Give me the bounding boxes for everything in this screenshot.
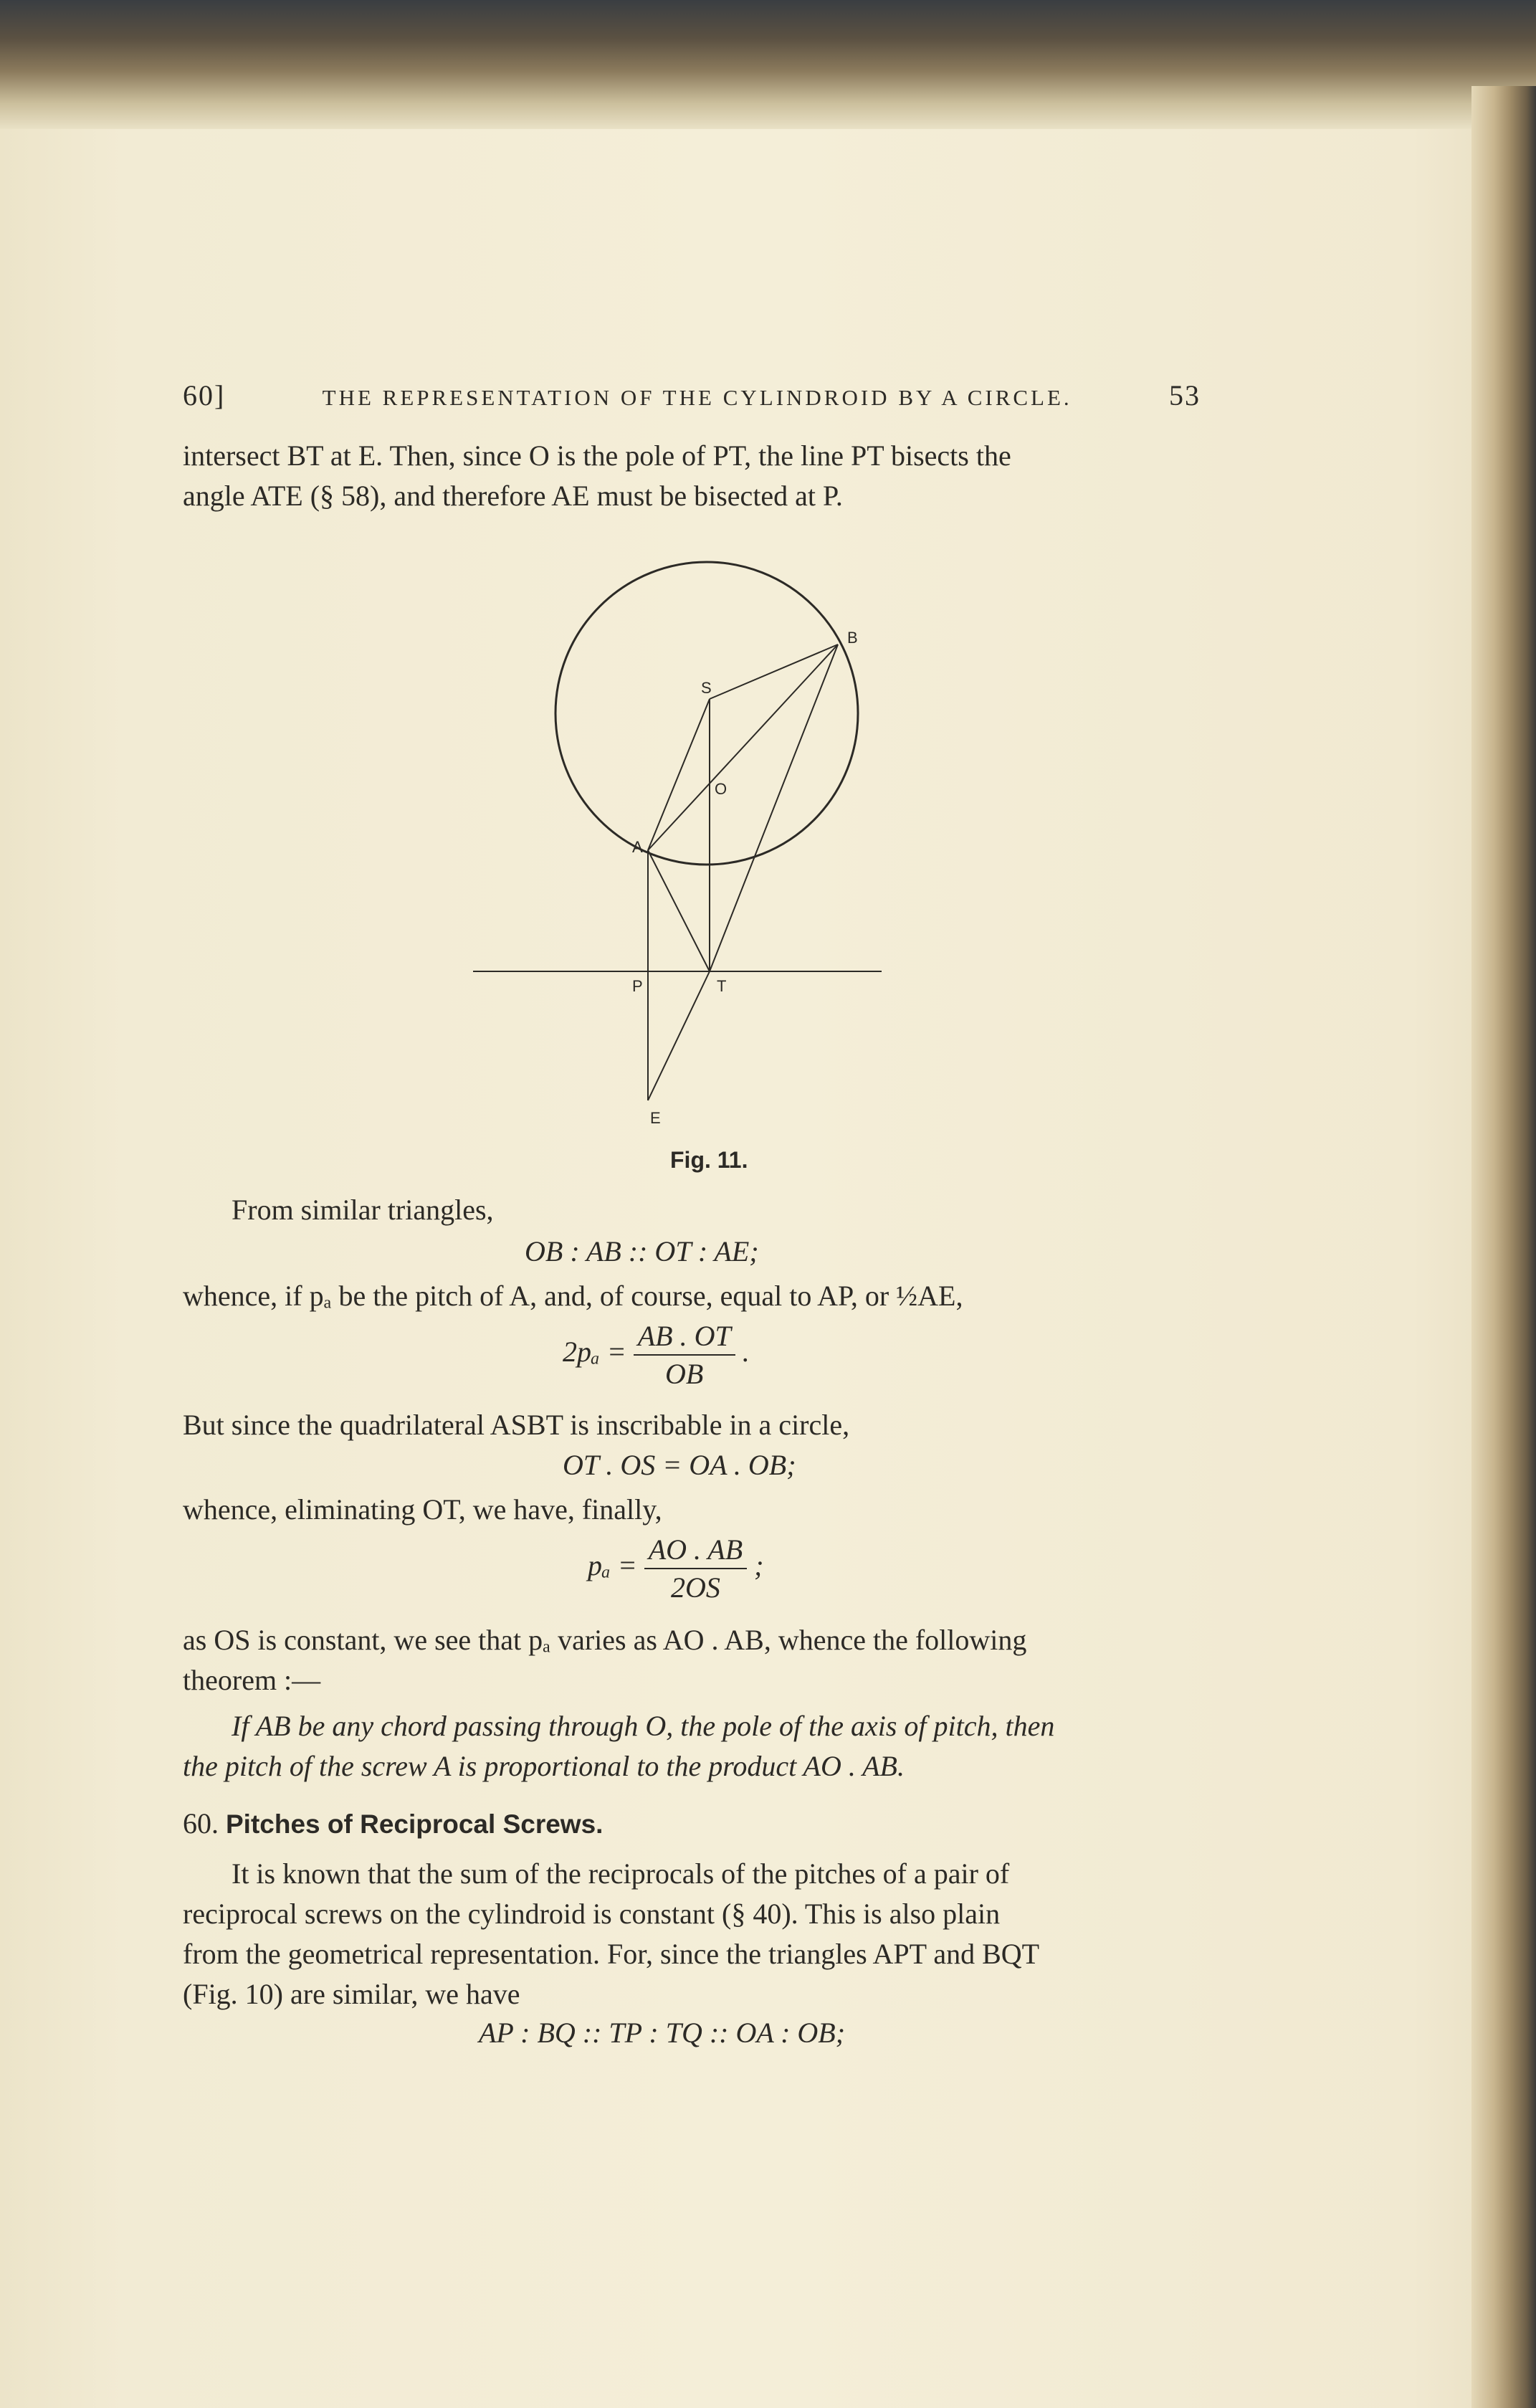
- equation-1: OB : AB :: OT : AE;: [525, 1235, 759, 1267]
- section-line-1: It is known that the sum of the reciprocals of the pitches of a pair of: [232, 1857, 1010, 1890]
- page-number: 53: [1169, 379, 1201, 411]
- equation-2-fraction: [634, 1319, 735, 1391]
- theorem-line-1: If AB be any chord passing through O, the pole of the axis of pitch, then: [232, 1710, 1055, 1742]
- equation-4-denominator: 2OS: [670, 1571, 720, 1604]
- whence-line-1: whence, if pₐ be the pitch of A, and, of course, equal to AP, or ½AE,: [183, 1280, 963, 1312]
- equation-4-numerator: AO . AB: [644, 1533, 747, 1569]
- theorem-line-2: the pitch of the screw A is proportional to the product AO . AB.: [183, 1750, 905, 1782]
- figure-caption: Fig. 11.: [670, 1147, 748, 1173]
- intro-line-2: angle ATE (§ 58), and therefore AE must be bisected at P.: [183, 480, 843, 512]
- as-paragraph: [183, 1620, 1026, 1700]
- fig-line-BT: [710, 644, 838, 971]
- similar-text: From similar triangles,: [232, 1194, 494, 1226]
- equation-4-end: ;: [754, 1549, 764, 1582]
- running-header: [183, 379, 1201, 412]
- theorem: [183, 1706, 1054, 1786]
- section-equation: AP : BQ :: TP : TQ :: OA : OB;: [479, 2017, 846, 2049]
- fig-label-B: B: [847, 629, 858, 647]
- equation-3: OT . OS = OA . OB;: [563, 1449, 796, 1481]
- figure-11-diagram: [473, 541, 903, 1136]
- since-line: But since the quadrilateral ASBT is inscribable in a circle,: [183, 1409, 850, 1441]
- fig-line-AT: [648, 850, 710, 971]
- section-60-heading: [183, 1807, 603, 1840]
- equation-4-fraction: [644, 1533, 747, 1604]
- fig-line-TE: [648, 971, 710, 1100]
- fig-label-P: P: [632, 977, 643, 995]
- whence-paragraph-1: [183, 1276, 963, 1316]
- since-paragraph: [183, 1405, 849, 1445]
- intro-paragraph: [183, 436, 1011, 516]
- section-60-paragraph: [183, 1854, 1039, 2014]
- equation-2-numerator: AB . OT: [634, 1319, 735, 1356]
- whence-paragraph-2: [183, 1490, 662, 1530]
- section-line-4: (Fig. 10) are similar, we have: [183, 1978, 520, 2010]
- fig-label-S: S: [701, 679, 712, 697]
- fig-label-A: A: [632, 838, 643, 856]
- equation-2-denominator: OB: [665, 1358, 704, 1390]
- equation-2: [563, 1319, 750, 1391]
- fig-label-T: T: [717, 977, 727, 995]
- equation-4: [588, 1533, 764, 1604]
- fig-label-O: O: [715, 780, 728, 798]
- header-section-ref: 60]: [183, 379, 226, 411]
- section-line-3: from the geometrical representation. For, since the triangles APT and BQT: [183, 1938, 1040, 1970]
- fig-line-AS: [648, 699, 710, 850]
- fig-chord-AB: [648, 644, 838, 850]
- section-number: 60.: [183, 1807, 219, 1840]
- intro-line-1: intersect BT at E. Then, since O is the pole of PT, the line PT bisects the: [183, 439, 1011, 472]
- as-line-1: as OS is constant, we see that pₐ varies as AO . AB, whence the following: [183, 1624, 1027, 1656]
- similar-triangles-line: [183, 1190, 494, 1230]
- section-line-2: reciprocal screws on the cylindroid is constant (§ 40). This is also plain: [183, 1898, 1001, 1930]
- fig-circle: [555, 562, 858, 865]
- fig-label-E: E: [650, 1109, 661, 1127]
- header-title: THE REPRESENTATION OF THE CYLINDROID BY A CIRCLE.: [322, 385, 1072, 410]
- equation-2-lhs: 2pₐ =: [563, 1336, 626, 1369]
- fig-line-SB: [710, 644, 838, 699]
- whence-line-2: whence, eliminating OT, we have, finally,: [183, 1493, 662, 1526]
- equation-4-lhs: pₐ =: [588, 1549, 637, 1582]
- as-line-2: theorem :—: [183, 1664, 321, 1696]
- equation-2-end: .: [742, 1336, 750, 1369]
- section-title: Pitches of Reciprocal Screws.: [226, 1809, 604, 1839]
